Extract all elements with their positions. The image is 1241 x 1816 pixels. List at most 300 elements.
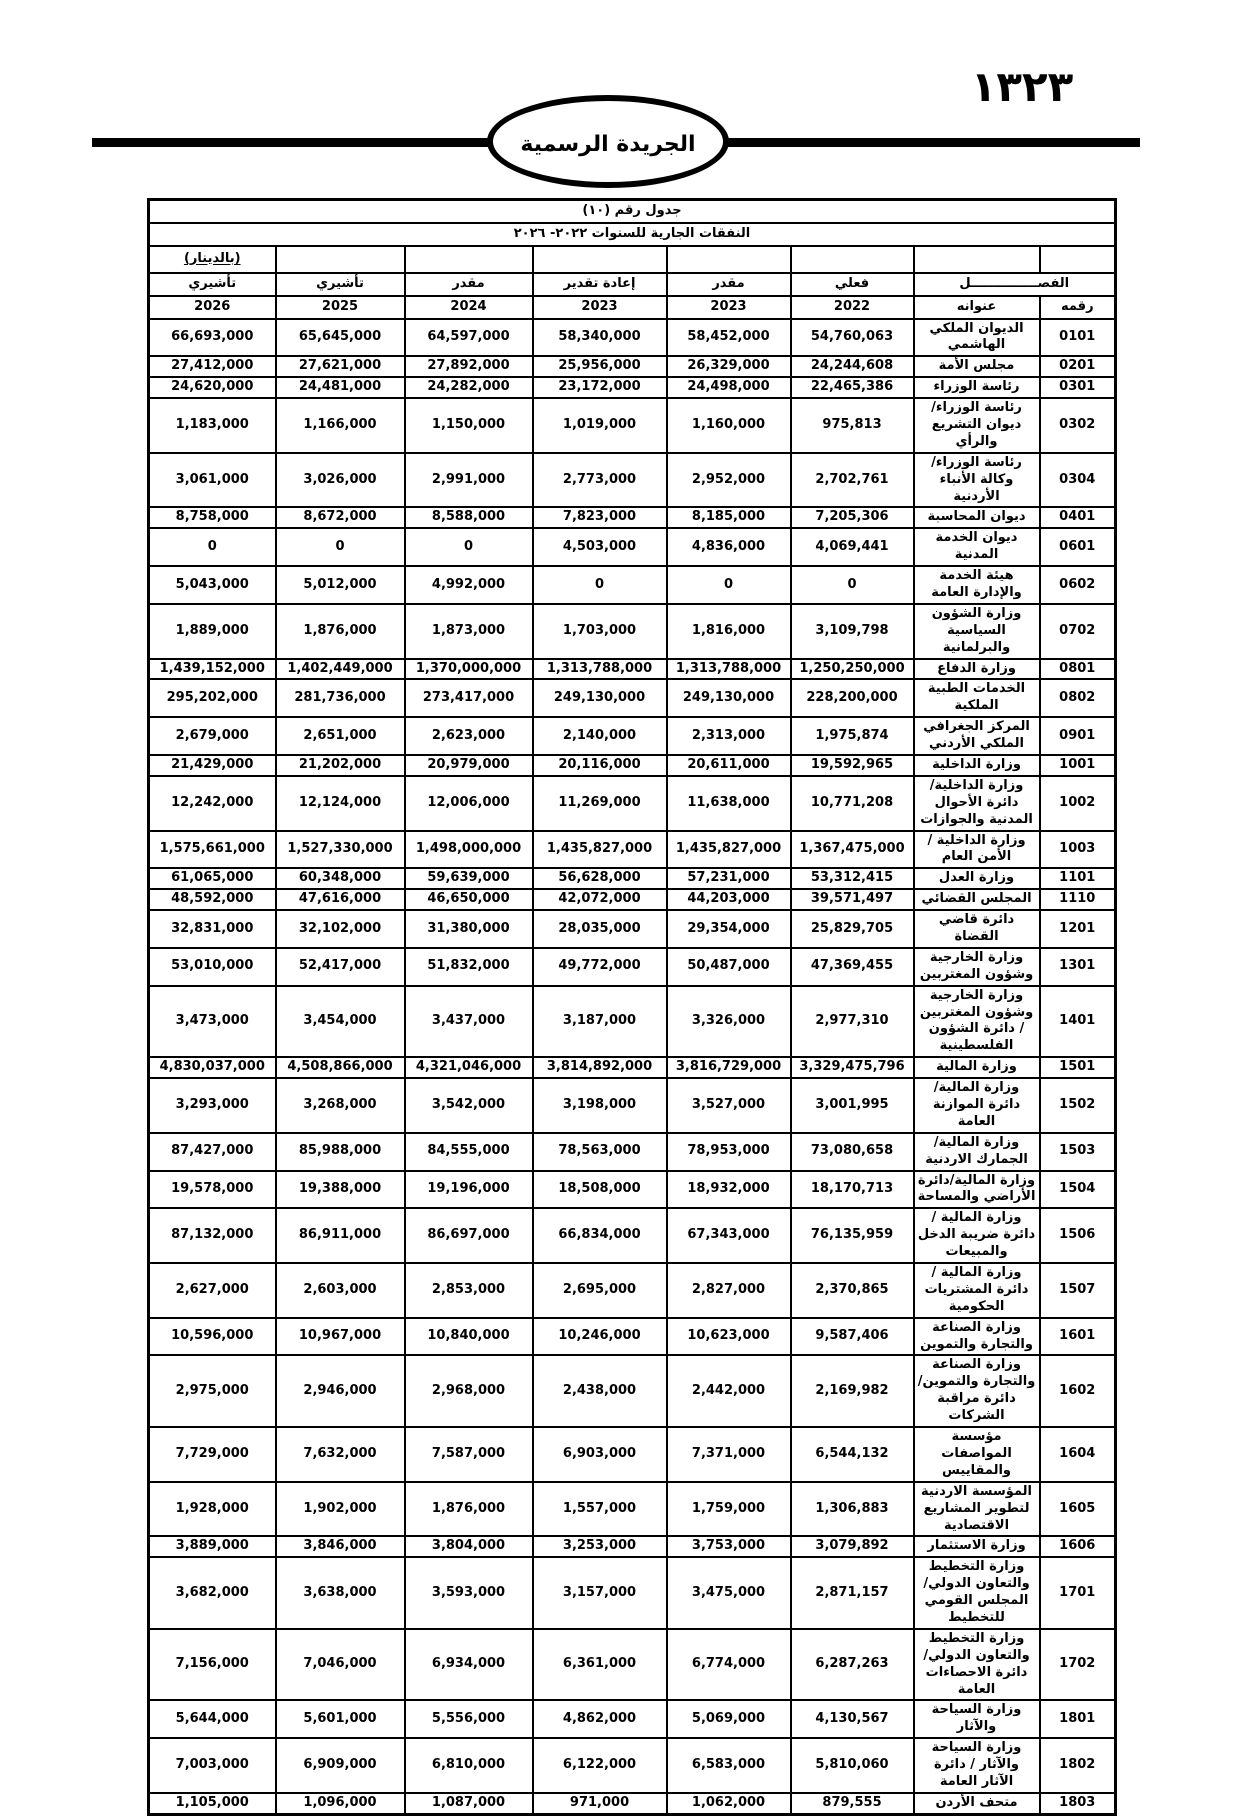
value-2025-4: 3,026,000: [276, 453, 405, 508]
table-row: [149, 356, 1116, 377]
value-2024-3: 4,992,000: [405, 566, 533, 604]
column-year: 2023: [667, 296, 791, 319]
value-2023-2: 2,695,000: [533, 1263, 667, 1318]
value-2025-4: 5,012,000: [276, 566, 405, 604]
value-2023-2: 6,903,000: [533, 1427, 667, 1482]
chapter-name: وزارة السياحة والآثار / دائرة الآثار العامة: [914, 1738, 1040, 1793]
value-2024-3: 3,542,000: [405, 1078, 533, 1133]
column-type: تأشيري: [149, 273, 276, 296]
value-2025-4: 32,102,000: [276, 910, 405, 948]
value-2023-1: 7,371,000: [667, 1427, 791, 1482]
value-2022-0: 47,369,455: [791, 948, 914, 986]
value-2025-4: 12,124,000: [276, 776, 405, 831]
chapter-name: متحف الأردن: [914, 1793, 1040, 1814]
value-2023-1: 2,952,000: [667, 453, 791, 508]
chapter-name: رئاسة الوزراء: [914, 377, 1040, 398]
table-row: [149, 1482, 1116, 1537]
value-2026-5: 10,596,000: [149, 1318, 276, 1356]
value-2023-2: 6,361,000: [533, 1629, 667, 1701]
value-2025-4: 65,645,000: [276, 319, 405, 357]
table-row: [149, 1355, 1116, 1427]
chapter-name: وزارة المالية/دائرة الأراضي والمساحة: [914, 1171, 1040, 1209]
value-2023-2: 1,435,827,000: [533, 831, 667, 869]
value-2023-2: 4,862,000: [533, 1700, 667, 1738]
table-subtitle-row: [149, 223, 1116, 246]
value-2022-0: 54,760,063: [791, 319, 914, 357]
chapter-code: 1503: [1040, 1133, 1116, 1171]
value-2022-0: 24,244,608: [791, 356, 914, 377]
chapter-code: 0302: [1040, 398, 1116, 453]
empty-cell: [533, 246, 667, 273]
column-type: إعادة تقدير: [533, 273, 667, 296]
value-2024-3: 4,321,046,000: [405, 1057, 533, 1078]
column-year: 2023: [533, 296, 667, 319]
value-2022-0: 39,571,497: [791, 889, 914, 910]
chapter-name: الديوان الملكي الهاشمي: [914, 319, 1040, 357]
value-2022-0: 4,130,567: [791, 1700, 914, 1738]
value-2023-2: 249,130,000: [533, 679, 667, 717]
value-2024-3: 24,282,000: [405, 377, 533, 398]
table-row: [149, 1557, 1116, 1629]
value-2025-4: 27,621,000: [276, 356, 405, 377]
value-2024-3: 12,006,000: [405, 776, 533, 831]
table-row: [149, 659, 1116, 680]
value-2022-0: 9,587,406: [791, 1318, 914, 1356]
value-2023-1: 3,475,000: [667, 1557, 791, 1629]
chapter-name: المركز الجغرافي الملكي الأردني: [914, 717, 1040, 755]
value-2022-0: 5,810,060: [791, 1738, 914, 1793]
chapter-name: دائرة قاضي القضاة: [914, 910, 1040, 948]
value-2022-0: 2,370,865: [791, 1263, 914, 1318]
value-2024-3: 86,697,000: [405, 1208, 533, 1263]
table-row: [149, 776, 1116, 831]
value-2023-1: 5,069,000: [667, 1700, 791, 1738]
value-2026-5: 8,758,000: [149, 507, 276, 528]
chapter-name: هيئة الخدمة والإدارة العامة: [914, 566, 1040, 604]
chapter-code: 0802: [1040, 679, 1116, 717]
value-2023-2: 2,438,000: [533, 1355, 667, 1427]
value-2022-0: 1,367,475,000: [791, 831, 914, 869]
table-subtitle: النفقات الجارية للسنوات ٢٠٢٢- ٢٠٢٦: [149, 223, 1116, 246]
value-2022-0: 1,975,874: [791, 717, 914, 755]
value-2023-2: 3,814,892,000: [533, 1057, 667, 1078]
value-2025-4: 47,616,000: [276, 889, 405, 910]
value-2025-4: 1,166,000: [276, 398, 405, 453]
value-2022-0: 10,771,208: [791, 776, 914, 831]
chapter-name: وزارة المالية / دائرة ضريبة الدخل والمبيعات: [914, 1208, 1040, 1263]
value-2025-4: 3,638,000: [276, 1557, 405, 1629]
chapter-code-label: رقمه: [1040, 296, 1116, 319]
table-row: [149, 1133, 1116, 1171]
column-year: 2025: [276, 296, 405, 319]
chapter-name: وزارة الاستثمار: [914, 1536, 1040, 1557]
table-row: [149, 1263, 1116, 1318]
value-2023-1: 10,623,000: [667, 1318, 791, 1356]
table-title: جدول رقم (١٠): [149, 200, 1116, 223]
column-type: فعلي: [791, 273, 914, 296]
value-2023-1: 2,827,000: [667, 1263, 791, 1318]
value-2023-1: 57,231,000: [667, 868, 791, 889]
value-2024-3: 84,555,000: [405, 1133, 533, 1171]
value-2025-4: 85,988,000: [276, 1133, 405, 1171]
value-2023-1: 3,326,000: [667, 986, 791, 1058]
chapter-name: مجلس الأمة: [914, 356, 1040, 377]
value-2026-5: 1,928,000: [149, 1482, 276, 1537]
value-2026-5: 4,830,037,000: [149, 1057, 276, 1078]
value-2024-3: 1,150,000: [405, 398, 533, 453]
chapter-name: وزارة الدفاع: [914, 659, 1040, 680]
value-2023-2: 10,246,000: [533, 1318, 667, 1356]
chapter-code: 1301: [1040, 948, 1116, 986]
value-2023-1: 4,836,000: [667, 528, 791, 566]
value-2026-5: 21,429,000: [149, 755, 276, 776]
table-row: [149, 377, 1116, 398]
empty-cell: [276, 246, 405, 273]
value-2024-3: 20,979,000: [405, 755, 533, 776]
value-2023-2: 3,187,000: [533, 986, 667, 1058]
value-2025-4: 24,481,000: [276, 377, 405, 398]
value-2022-0: 2,169,982: [791, 1355, 914, 1427]
value-2023-1: 6,583,000: [667, 1738, 791, 1793]
value-2025-4: 2,651,000: [276, 717, 405, 755]
value-2022-0: 25,829,705: [791, 910, 914, 948]
value-2024-3: 3,437,000: [405, 986, 533, 1058]
value-2026-5: 87,132,000: [149, 1208, 276, 1263]
value-2023-2: 2,773,000: [533, 453, 667, 508]
value-2023-1: 1,313,788,000: [667, 659, 791, 680]
chapter-code: 0201: [1040, 356, 1116, 377]
chapter-name: وزارة المالية/ الجمارك الاردنية: [914, 1133, 1040, 1171]
value-2022-0: 3,001,995: [791, 1078, 914, 1133]
value-2023-2: 1,019,000: [533, 398, 667, 453]
value-2022-0: 1,250,250,000: [791, 659, 914, 680]
value-2026-5: 3,682,000: [149, 1557, 276, 1629]
chapter-name: وزارة الصناعة والتجارة والتموين/دائرة مراقبة الشركات: [914, 1355, 1040, 1427]
value-2023-1: 67,343,000: [667, 1208, 791, 1263]
value-2025-4: 2,603,000: [276, 1263, 405, 1318]
table-row: [149, 986, 1116, 1058]
value-2023-2: 6,122,000: [533, 1738, 667, 1793]
chapter-code: 1001: [1040, 755, 1116, 776]
value-2026-5: 7,003,000: [149, 1738, 276, 1793]
value-2025-4: 1,402,449,000: [276, 659, 405, 680]
chapter-name: الخدمات الطبية الملكية: [914, 679, 1040, 717]
chapter-code: 1802: [1040, 1738, 1116, 1793]
value-2026-5: 7,729,000: [149, 1427, 276, 1482]
value-2023-1: 29,354,000: [667, 910, 791, 948]
table-row: [149, 453, 1116, 508]
chapter-name-label: عنوانه: [914, 296, 1040, 319]
value-2022-0: 2,871,157: [791, 1557, 914, 1629]
chapter-code: 0304: [1040, 453, 1116, 508]
value-2024-3: 0: [405, 528, 533, 566]
value-2024-3: 6,810,000: [405, 1738, 533, 1793]
value-2023-1: 2,442,000: [667, 1355, 791, 1427]
value-2026-5: 12,242,000: [149, 776, 276, 831]
chapter-name: المؤسسة الاردنية لتطوير المشاريع الاقتصادية: [914, 1482, 1040, 1537]
value-2024-3: 64,597,000: [405, 319, 533, 357]
value-2025-4: 1,096,000: [276, 1793, 405, 1814]
value-2023-1: 2,313,000: [667, 717, 791, 755]
value-2026-5: 66,693,000: [149, 319, 276, 357]
value-2024-3: 19,196,000: [405, 1171, 533, 1209]
empty-cell: [914, 246, 1040, 273]
chapter-code: 1605: [1040, 1482, 1116, 1537]
table-row: [149, 1738, 1116, 1793]
value-2024-3: 6,934,000: [405, 1629, 533, 1701]
table-row: [149, 1208, 1116, 1263]
value-2026-5: 3,061,000: [149, 453, 276, 508]
value-2026-5: 19,578,000: [149, 1171, 276, 1209]
value-2026-5: 2,679,000: [149, 717, 276, 755]
gazette-title: الجريدة الرسمية: [520, 132, 696, 157]
chapter-name: وزارة التخطيط والتعاون الدولي/ دائرة الاحصاءات العامة: [914, 1629, 1040, 1701]
value-2025-4: 52,417,000: [276, 948, 405, 986]
value-2022-0: 22,465,386: [791, 377, 914, 398]
chapter-code: 1604: [1040, 1427, 1116, 1482]
value-2026-5: 3,889,000: [149, 1536, 276, 1557]
value-2024-3: 3,804,000: [405, 1536, 533, 1557]
value-2023-2: 3,157,000: [533, 1557, 667, 1629]
value-2026-5: 3,293,000: [149, 1078, 276, 1133]
chapter-code: 1801: [1040, 1700, 1116, 1738]
value-2026-5: 53,010,000: [149, 948, 276, 986]
value-2023-1: 1,435,827,000: [667, 831, 791, 869]
column-type: تأشيري: [276, 273, 405, 296]
value-2023-2: 78,563,000: [533, 1133, 667, 1171]
value-2023-1: 3,527,000: [667, 1078, 791, 1133]
table-row: [149, 1427, 1116, 1482]
chapter-name: مؤسسة المواصفات والمقاييس: [914, 1427, 1040, 1482]
value-2022-0: 3,109,798: [791, 604, 914, 659]
value-2022-0: 73,080,658: [791, 1133, 914, 1171]
value-2023-2: 1,313,788,000: [533, 659, 667, 680]
value-2023-2: 49,772,000: [533, 948, 667, 986]
chapter-code: 0301: [1040, 377, 1116, 398]
table-row: [149, 1793, 1116, 1814]
value-2023-2: 0: [533, 566, 667, 604]
table-row: [149, 1700, 1116, 1738]
table-row: [149, 679, 1116, 717]
table-row: [149, 831, 1116, 869]
currency-note: (بالدينار): [149, 246, 276, 273]
chapter-code: 0801: [1040, 659, 1116, 680]
value-2025-4: 1,902,000: [276, 1482, 405, 1537]
table-row: [149, 604, 1116, 659]
value-2026-5: 5,644,000: [149, 1700, 276, 1738]
value-2023-2: 42,072,000: [533, 889, 667, 910]
chapter-code: 1504: [1040, 1171, 1116, 1209]
value-2023-1: 50,487,000: [667, 948, 791, 986]
value-2024-3: 46,650,000: [405, 889, 533, 910]
value-2023-2: 7,823,000: [533, 507, 667, 528]
value-2026-5: 0: [149, 528, 276, 566]
value-2024-3: 59,639,000: [405, 868, 533, 889]
value-2024-3: 2,968,000: [405, 1355, 533, 1427]
value-2025-4: 4,508,866,000: [276, 1057, 405, 1078]
value-2025-4: 86,911,000: [276, 1208, 405, 1263]
value-2023-1: 6,774,000: [667, 1629, 791, 1701]
value-2026-5: 1,439,152,000: [149, 659, 276, 680]
column-type-row: [149, 273, 1116, 296]
chapter-name: رئاسة الوزراء/ديوان التشريع والرأي: [914, 398, 1040, 453]
value-2025-4: 8,672,000: [276, 507, 405, 528]
value-2023-1: 1,062,000: [667, 1793, 791, 1814]
value-2026-5: 1,183,000: [149, 398, 276, 453]
chapter-code: 1506: [1040, 1208, 1116, 1263]
value-2022-0: 19,592,965: [791, 755, 914, 776]
value-2025-4: 19,388,000: [276, 1171, 405, 1209]
value-2026-5: 1,105,000: [149, 1793, 276, 1814]
value-2025-4: 6,909,000: [276, 1738, 405, 1793]
value-2022-0: 7,205,306: [791, 507, 914, 528]
value-2022-0: 879,555: [791, 1793, 914, 1814]
table-row: [149, 319, 1116, 357]
chapter-code: 0901: [1040, 717, 1116, 755]
value-2022-0: 18,170,713: [791, 1171, 914, 1209]
value-2023-2: 20,116,000: [533, 755, 667, 776]
chapter-name: رئاسة الوزراء/وكالة الأنباء الأردنية: [914, 453, 1040, 508]
value-2025-4: 3,846,000: [276, 1536, 405, 1557]
chapter-code: 1401: [1040, 986, 1116, 1058]
value-2023-2: 4,503,000: [533, 528, 667, 566]
chapter-code: 0101: [1040, 319, 1116, 357]
chapter-code: 0702: [1040, 604, 1116, 659]
table-row: [149, 1078, 1116, 1133]
table-row: [149, 717, 1116, 755]
value-2024-3: 27,892,000: [405, 356, 533, 377]
value-2023-2: 11,269,000: [533, 776, 667, 831]
value-2025-4: 281,736,000: [276, 679, 405, 717]
value-2023-1: 1,816,000: [667, 604, 791, 659]
value-2026-5: 2,627,000: [149, 1263, 276, 1318]
chapter-name: ديوان الخدمة المدنية: [914, 528, 1040, 566]
chapter-header: الفصـــــــــــــــل: [914, 273, 1116, 296]
value-2026-5: 24,620,000: [149, 377, 276, 398]
empty-cell: [1040, 246, 1116, 273]
value-2023-2: 66,834,000: [533, 1208, 667, 1263]
value-2025-4: 3,454,000: [276, 986, 405, 1058]
chapter-code: 1110: [1040, 889, 1116, 910]
chapter-name: وزارة المالية: [914, 1057, 1040, 1078]
value-2024-3: 1,876,000: [405, 1482, 533, 1537]
value-2025-4: 3,268,000: [276, 1078, 405, 1133]
table-row: [149, 398, 1116, 453]
chapter-name: وزارة المالية / دائرة المشتريات الحكومية: [914, 1263, 1040, 1318]
column-type: مقدر: [405, 273, 533, 296]
value-2023-1: 18,932,000: [667, 1171, 791, 1209]
value-2024-3: 31,380,000: [405, 910, 533, 948]
chapter-name: وزارة الداخلية/ دائرة الأحوال المدنية والجوازات: [914, 776, 1040, 831]
table-row: [149, 1318, 1116, 1356]
value-2023-2: 18,508,000: [533, 1171, 667, 1209]
table-row: [149, 755, 1116, 776]
value-2023-2: 3,198,000: [533, 1078, 667, 1133]
value-2023-1: 249,130,000: [667, 679, 791, 717]
empty-cell: [405, 246, 533, 273]
value-2024-3: 2,853,000: [405, 1263, 533, 1318]
value-2024-3: 3,593,000: [405, 1557, 533, 1629]
value-2023-2: 23,172,000: [533, 377, 667, 398]
table-row: [149, 507, 1116, 528]
value-2026-5: 61,065,000: [149, 868, 276, 889]
value-2025-4: 7,632,000: [276, 1427, 405, 1482]
value-2025-4: 5,601,000: [276, 1700, 405, 1738]
value-2024-3: 273,417,000: [405, 679, 533, 717]
value-2025-4: 1,527,330,000: [276, 831, 405, 869]
value-2024-3: 1,087,000: [405, 1793, 533, 1814]
chapter-name: وزارة الداخلية / الأمن العام: [914, 831, 1040, 869]
chapter-name: ديوان المحاسبة: [914, 507, 1040, 528]
value-2023-1: 58,452,000: [667, 319, 791, 357]
column-year: 2022: [791, 296, 914, 319]
value-2023-2: 28,035,000: [533, 910, 667, 948]
gazette-oval-badge: [487, 95, 729, 188]
value-2026-5: 1,575,661,000: [149, 831, 276, 869]
value-2026-5: 48,592,000: [149, 889, 276, 910]
chapter-code: 1702: [1040, 1629, 1116, 1701]
table-title-row: [149, 200, 1116, 223]
chapter-code: 1003: [1040, 831, 1116, 869]
chapter-code: 1601: [1040, 1318, 1116, 1356]
value-2024-3: 2,991,000: [405, 453, 533, 508]
value-2023-1: 24,498,000: [667, 377, 791, 398]
table-row: [149, 1536, 1116, 1557]
column-year: 2026: [149, 296, 276, 319]
value-2023-2: 1,557,000: [533, 1482, 667, 1537]
table-row: [149, 1057, 1116, 1078]
table-row: [149, 868, 1116, 889]
value-2024-3: 5,556,000: [405, 1700, 533, 1738]
value-2022-0: 53,312,415: [791, 868, 914, 889]
value-2024-3: 10,840,000: [405, 1318, 533, 1356]
chapter-name: وزارة الخارجية وشؤون المغتربين: [914, 948, 1040, 986]
value-2022-0: 3,079,892: [791, 1536, 914, 1557]
value-2022-0: 0: [791, 566, 914, 604]
chapter-code: 0602: [1040, 566, 1116, 604]
value-2026-5: 2,975,000: [149, 1355, 276, 1427]
chapter-code: 0601: [1040, 528, 1116, 566]
column-type: مقدر: [667, 273, 791, 296]
value-2023-1: 3,816,729,000: [667, 1057, 791, 1078]
value-2022-0: 1,306,883: [791, 1482, 914, 1537]
value-2022-0: 4,069,441: [791, 528, 914, 566]
chapter-code: 1201: [1040, 910, 1116, 948]
value-2023-2: 25,956,000: [533, 356, 667, 377]
chapter-code: 1101: [1040, 868, 1116, 889]
chapter-name: المجلس القضائي: [914, 889, 1040, 910]
chapter-code: 1002: [1040, 776, 1116, 831]
value-2022-0: 6,544,132: [791, 1427, 914, 1482]
value-2026-5: 5,043,000: [149, 566, 276, 604]
value-2022-0: 2,977,310: [791, 986, 914, 1058]
value-2023-2: 3,253,000: [533, 1536, 667, 1557]
chapter-name: وزارة الداخلية: [914, 755, 1040, 776]
value-2023-1: 20,611,000: [667, 755, 791, 776]
value-2025-4: 10,967,000: [276, 1318, 405, 1356]
value-2025-4: 2,946,000: [276, 1355, 405, 1427]
value-2026-5: 27,412,000: [149, 356, 276, 377]
chapter-code: 1507: [1040, 1263, 1116, 1318]
value-2024-3: 51,832,000: [405, 948, 533, 986]
chapter-code: 1701: [1040, 1557, 1116, 1629]
value-2025-4: 7,046,000: [276, 1629, 405, 1701]
value-2023-1: 1,160,000: [667, 398, 791, 453]
chapter-name: وزارة الخارجية وشؤون المغتربين / دائرة الشؤون الفلسطينية: [914, 986, 1040, 1058]
chapter-name: وزارة العدل: [914, 868, 1040, 889]
value-2024-3: 8,588,000: [405, 507, 533, 528]
value-2026-5: 3,473,000: [149, 986, 276, 1058]
